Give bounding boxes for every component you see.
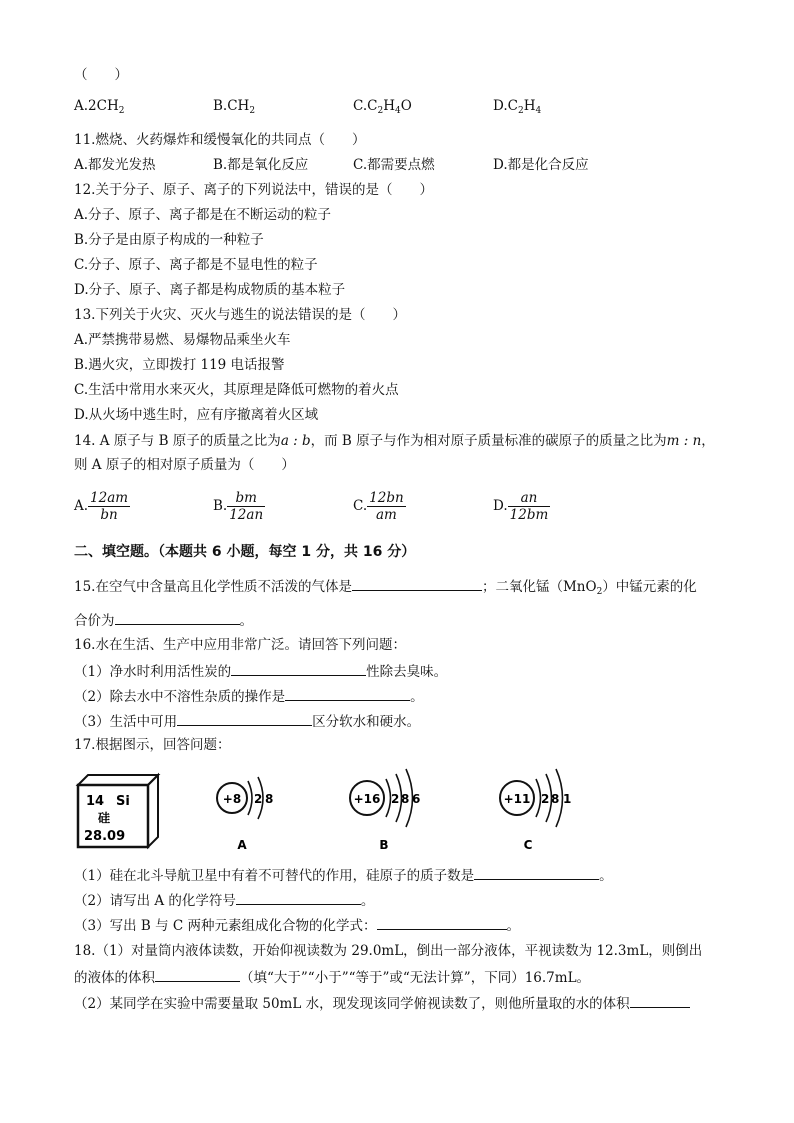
atom-a-nucleus: +8 (222, 792, 242, 806)
q12-option-c: C.分子、原子、离子都是不显电性的粒子 (74, 257, 318, 273)
q17-sub-3: （3）写出 B 与 C 两种元素组成化合物的化学式： 。 (74, 915, 520, 935)
atom-b-shell-2: 8 (401, 792, 410, 806)
q13-option-a: A.严禁携带易燃、易爆物品乘坐火车 (74, 332, 291, 348)
atom-c-shell-3: 1 (563, 792, 572, 806)
q14-option-a: A. $\frac{12am}{bn}$ (74, 490, 129, 523)
q11-option-b: B.都是氧化反应 (213, 157, 309, 173)
element-number: 14 (86, 794, 105, 809)
atom-c-shell-2: 8 (551, 792, 560, 806)
q15-blank-2[interactable] (115, 610, 240, 625)
q12-option-a: A.分子、原子、离子都是在不断运动的粒子 (74, 207, 332, 223)
atom-c-nucleus: +11 (503, 792, 531, 806)
element-box-silicon (78, 775, 158, 847)
q10-option-c: $C.C_2H_4O$ (353, 98, 412, 116)
q14-stem-2: 则 A 原子的相对原子质量为（ ） (74, 457, 295, 473)
q13-stem: 13.下列关于火灾、灭火与逃生的说法错误的是（ ） (74, 307, 406, 323)
atom-b-diagram (350, 769, 420, 852)
atom-c-label: C (523, 838, 533, 852)
q11-stem: 11.燃烧、火药爆炸和缓慢氧化的共同点（ ） (74, 132, 366, 148)
q11-option-c: C.都需要点燃 (353, 157, 435, 173)
q13-option-d: D.从火场中逃生时，应有序撤离着火区域 (74, 407, 319, 423)
q11-option-a: A.都发光发热 (74, 157, 156, 173)
q16-sub-3: （3）生活中可用 区分软水和硬水。 (74, 711, 420, 731)
q17-blank-2[interactable] (236, 890, 361, 905)
q18-line-1: 18.（1）对量筒内液体读数，开始仰视读数为 29.0mL，倒出一部分液体，平视读数为 12.3mL，则倒出 (74, 943, 703, 959)
q11-option-d: D.都是化合反应 (493, 157, 589, 173)
q16-stem: 16.水在生活、生产中应用非常广泛。请回答下列问题： (74, 637, 406, 653)
atom-b-label: B (379, 838, 389, 852)
atom-b-shell-1: 2 (391, 792, 400, 806)
q10-option-d: $D.C_2H_4$ (493, 98, 542, 116)
q17-blank-3[interactable] (377, 915, 507, 930)
q14-stem: 14. A 原子与 B 原子的质量之比为a : b，而 B 原子与作为相对原子质量标准的碳原子的质量之比为m : n， (74, 433, 715, 449)
q12-stem: 12.关于分子、原子、离子的下列说法中，错误的是（ ） (74, 182, 433, 198)
q14-option-d: D. $\frac{an}{12bm}$ (493, 490, 549, 523)
q12-option-d: D.分子、原子、离子都是构成物质的基本粒子 (74, 282, 346, 298)
q16-sub-1: （1）净水时利用活性炭的 性除去臭味。 (74, 661, 447, 681)
q14-option-b: B. $\frac{bm}{12an}$ (213, 490, 264, 523)
q18-blank-1[interactable] (155, 967, 240, 982)
q15-blank-1[interactable] (352, 576, 482, 591)
q17-sub-2: （2）请写出 A 的化学符号 。 (74, 890, 374, 910)
q17-sub-1: （1）硅在北斗导航卫星中有着不可替代的作用，硅原子的质子数是 。 (74, 865, 613, 885)
q13-option-c: C.生活中常用水来灭火，其原理是降低可燃物的着火点 (74, 382, 399, 398)
q17-blank-1[interactable] (474, 865, 599, 880)
atom-b-shell-3: 6 (412, 792, 421, 806)
atom-c-diagram (500, 769, 571, 852)
q13-option-b: B.遇火灾，立即拨打 119 电话报警 (74, 357, 285, 373)
atom-a-shell-1: 2 (254, 792, 263, 806)
q14-option-c: C. $\frac{12bn}{am}$ (353, 490, 404, 523)
q17-figure (70, 765, 710, 855)
atom-b-nucleus: +16 (353, 792, 381, 806)
atom-a-shell-2: 8 (265, 792, 274, 806)
atom-a-diagram (217, 777, 273, 852)
q10-bracket: （ ） (74, 67, 128, 83)
q16-blank-1[interactable] (231, 661, 366, 676)
q18-line-2: 的液体的体积 （填“大于”“小于”“等于”或“无法计算”，下同）16.7mL。 (74, 967, 590, 987)
q17-stem: 17.根据图示，回答问题： (74, 737, 231, 753)
atom-a-label: A (237, 838, 247, 852)
q15-line-1: 15.在空气中含量高且化学性质不活泼的气体是 ；二氧化锰（MnO$_2$）中锰元素的化 (74, 576, 697, 601)
q18-line-3: （2）某同学在实验中需要量取 50mL 水，现发现该同学俯视读数了，则他所量取的水的体积 (74, 993, 690, 1013)
q16-blank-2[interactable] (285, 686, 410, 701)
q16-blank-3[interactable] (177, 711, 312, 726)
q16-sub-2: （2）除去水中不溶性杂质的操作是 。 (74, 686, 424, 706)
q12-option-b: B.分子是由原子构成的一种粒子 (74, 232, 264, 248)
q15-line-2: 合价为 。 (74, 610, 253, 630)
section-title: 二、填空题。（本题共 6 小题，每空 1 分，共 16 分） (74, 544, 416, 560)
element-symbol: Si (116, 794, 130, 809)
atom-c-shell-1: 2 (541, 792, 550, 806)
q18-blank-2[interactable] (630, 993, 690, 1008)
q10-option-a: $A.2CH_2$ (74, 98, 125, 116)
element-name: 硅 (98, 811, 111, 825)
q10-option-b: $B.CH_2$ (213, 98, 256, 116)
element-mass: 28.09 (84, 829, 126, 844)
